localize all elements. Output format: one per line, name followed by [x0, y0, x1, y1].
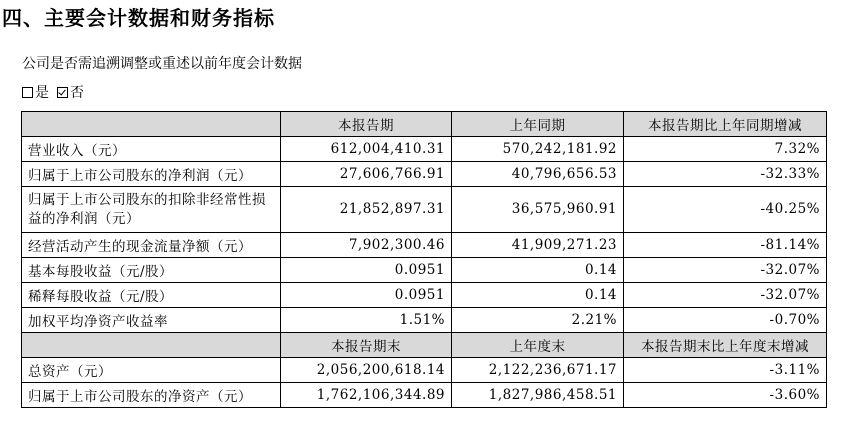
change-cell: -32.33%	[624, 162, 827, 187]
table-row	[22, 308, 827, 333]
value-cell: 0.14	[452, 258, 624, 283]
row-label: 稀释每股收益（元/股）	[22, 283, 281, 308]
change-cell: -3.11%	[624, 358, 827, 383]
table-row	[22, 283, 827, 308]
table-row	[22, 233, 827, 258]
header-cell: 上年度末	[452, 333, 624, 358]
value-cell: 41,909,271.23	[452, 233, 624, 258]
table-row	[22, 137, 827, 162]
value-cell: 7,902,300.46	[281, 233, 452, 258]
row-label: 基本每股收益（元/股）	[22, 258, 281, 283]
row-label: 加权平均净资产收益率	[22, 308, 281, 333]
value-cell: 36,575,960.91	[452, 187, 624, 233]
row-label: 归属于上市公司股东的净利润（元）	[22, 162, 281, 187]
section-heading: 四、主要会计数据和财务指标	[2, 6, 275, 30]
change-cell: -32.07%	[624, 258, 827, 283]
value-cell: 1.51%	[281, 308, 452, 333]
row-label: 归属于上市公司股东的扣除非经常性损益的净利润（元）	[22, 187, 281, 233]
table-header-row	[22, 112, 827, 137]
value-cell: 1,762,106,344.89	[281, 383, 452, 408]
value-cell: 570,242,181.92	[452, 137, 624, 162]
header-cell: 本报告期末	[281, 333, 452, 358]
header-cell: 本报告期末比上年度末增减	[624, 333, 827, 358]
header-cell: 本报告期	[281, 112, 452, 137]
change-cell: -40.25%	[624, 187, 827, 233]
change-cell: 7.32%	[624, 137, 827, 162]
option-yes[interactable]	[22, 82, 49, 102]
row-label: 营业收入（元）	[22, 137, 281, 162]
change-cell: -0.70%	[624, 308, 827, 333]
table-row	[22, 258, 827, 283]
option-no-label: 否	[70, 85, 84, 101]
header-cell: 上年同期	[452, 112, 624, 137]
value-cell: 0.0951	[281, 258, 452, 283]
option-no[interactable]	[57, 82, 84, 102]
header-cell	[22, 112, 281, 137]
value-cell: 40,796,656.53	[452, 162, 624, 187]
value-cell: 612,004,410.31	[281, 137, 452, 162]
financial-indicators-table	[21, 111, 827, 408]
row-label: 总资产（元）	[22, 358, 281, 383]
table-header-row	[22, 333, 827, 358]
change-cell: -32.07%	[624, 283, 827, 308]
checkbox-no[interactable]	[57, 87, 68, 98]
value-cell: 2,122,236,671.17	[452, 358, 624, 383]
change-cell: -81.14%	[624, 233, 827, 258]
value-cell: 0.0951	[281, 283, 452, 308]
table-row	[22, 383, 827, 408]
row-label: 经营活动产生的现金流量净额（元）	[22, 233, 281, 258]
restatement-options	[22, 82, 92, 102]
checkbox-yes[interactable]	[22, 87, 33, 98]
option-yes-label: 是	[35, 85, 49, 101]
value-cell: 21,852,897.31	[281, 187, 452, 233]
header-cell: 本报告期比上年同期增减	[624, 112, 827, 137]
row-label: 归属于上市公司股东的净资产（元）	[22, 383, 281, 408]
table-row	[22, 162, 827, 187]
table-row	[22, 358, 827, 383]
value-cell: 27,606,766.91	[281, 162, 452, 187]
restatement-question: 公司是否需追溯调整或重述以前年度会计数据	[22, 56, 302, 72]
value-cell: 2.21%	[452, 308, 624, 333]
change-cell: -3.60%	[624, 383, 827, 408]
value-cell: 2,056,200,618.14	[281, 358, 452, 383]
table-row	[22, 187, 827, 233]
value-cell: 1,827,986,458.51	[452, 383, 624, 408]
header-cell	[22, 333, 281, 358]
value-cell: 0.14	[452, 283, 624, 308]
